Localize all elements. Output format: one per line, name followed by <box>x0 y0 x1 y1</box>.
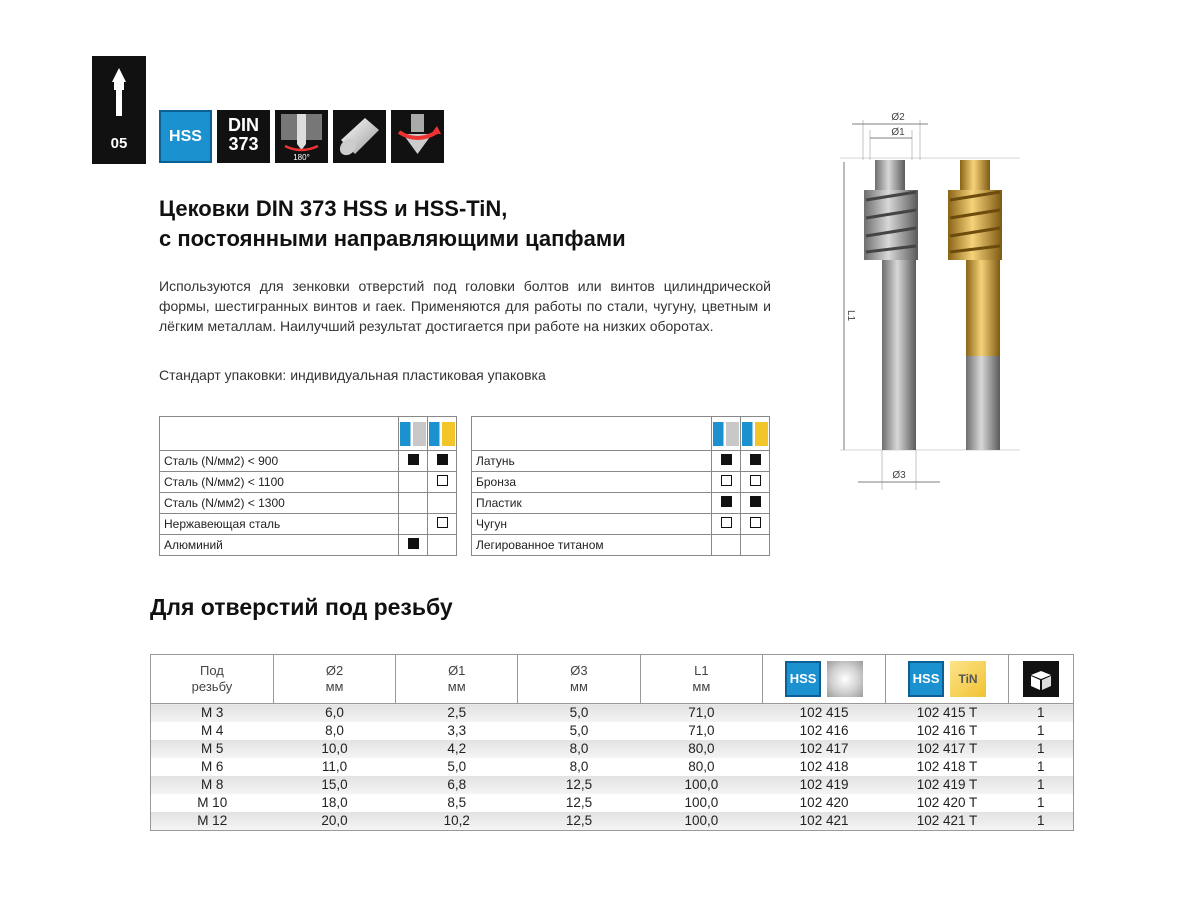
hss-tool-image <box>864 160 918 450</box>
tin-swatch-icon <box>429 422 455 446</box>
hss-suitability <box>712 493 741 514</box>
material-name: Пластик <box>472 493 712 514</box>
table-row <box>151 758 1074 776</box>
table-row <box>151 812 1074 831</box>
table-cell: 102 418 <box>799 759 849 774</box>
hss-icon: HSS <box>159 110 212 163</box>
table-cell: 102 420 T <box>916 795 978 810</box>
table-cell: 12,5 <box>565 795 593 810</box>
table-cell: 1 <box>1008 704 1073 723</box>
tin-suitability <box>741 451 770 472</box>
table-cell: 102 415 <box>763 704 886 723</box>
table-cell: 18,0 <box>321 795 348 810</box>
tin-suitability <box>428 514 457 535</box>
din-373-icon <box>217 110 270 163</box>
table-cell: 5,0 <box>518 704 640 723</box>
material-row <box>472 451 770 472</box>
material-name: Чугун <box>472 514 712 535</box>
table-row <box>151 722 1074 740</box>
table-cell: 5,0 <box>569 723 589 738</box>
table-cell: 100,0 <box>640 812 763 831</box>
angle-label: 180° <box>293 153 310 162</box>
l1-label: L1 <box>845 310 856 322</box>
hss-badge: HSS <box>785 661 821 697</box>
table-cell: M 4 <box>151 722 274 740</box>
table-cell: 1 <box>1008 740 1073 758</box>
conditional-mark <box>721 517 732 528</box>
suitable-mark <box>437 454 448 465</box>
material-name: Латунь <box>472 451 712 472</box>
tin-suitability <box>428 472 457 493</box>
table-cell: 71,0 <box>688 723 715 738</box>
table-cell: 1 <box>1008 722 1073 740</box>
hss-suitability <box>399 514 428 535</box>
table-cell: M 10 <box>151 794 274 812</box>
tin-suitability <box>741 535 770 556</box>
table-cell: 12,5 <box>518 812 640 831</box>
table-cell: 80,0 <box>688 759 715 774</box>
conditional-mark <box>721 475 732 486</box>
table-cell: M 3 <box>151 704 274 723</box>
din-label: DIN <box>228 115 259 135</box>
cylindrical-shank-icon <box>333 110 386 163</box>
table-cell: 100,0 <box>640 776 763 794</box>
material-row <box>160 493 457 514</box>
table-cell: M 8 <box>151 776 274 794</box>
table-cell: 2,5 <box>396 704 518 723</box>
table-cell: 8,5 <box>447 795 467 810</box>
table-cell: 1 <box>1008 794 1073 812</box>
table-cell: 1 <box>1008 758 1073 776</box>
column-header-hss <box>763 655 886 704</box>
table-cell: 102 417 T <box>886 740 1009 758</box>
column-header: Под резьбу <box>151 655 274 704</box>
table-cell: 4,2 <box>396 740 518 758</box>
d3-label: Ø3 <box>892 470 906 481</box>
table-cell: 15,0 <box>273 776 395 794</box>
materials-table-right <box>471 416 770 556</box>
table-cell: 102 421 T <box>886 812 1009 831</box>
tin-swatch-icon <box>742 422 768 446</box>
package-box-icon <box>1023 661 1059 697</box>
material-row <box>472 493 770 514</box>
table-cell: 8,0 <box>325 723 344 738</box>
material-name: Сталь (N/мм2) < 1300 <box>160 493 399 514</box>
hss-suitability <box>399 535 428 556</box>
materials-table-left <box>159 416 457 556</box>
materials-header-row <box>472 417 770 451</box>
material-name: Бронза <box>472 472 712 493</box>
hss-suitability <box>399 493 428 514</box>
table-cell: 100,0 <box>684 795 719 810</box>
table-row <box>151 704 1074 723</box>
material-row <box>160 514 457 535</box>
product-table <box>150 654 1074 831</box>
table-row <box>151 776 1074 794</box>
table-cell: 102 416 T <box>916 723 978 738</box>
material-row <box>472 535 770 556</box>
table-cell: 6,8 <box>396 776 518 794</box>
table-cell: 1 <box>1008 812 1073 831</box>
d1-label: Ø1 <box>891 127 905 138</box>
hss-suitability <box>712 472 741 493</box>
column-header-tin <box>886 655 1009 704</box>
d2-label: Ø2 <box>891 112 905 123</box>
materials-header-row <box>160 417 457 451</box>
material-row <box>160 535 457 556</box>
table-cell: M 5 <box>151 740 274 758</box>
column-header: Ø1 мм <box>396 655 518 704</box>
suitable-mark <box>750 454 761 465</box>
material-row <box>472 472 770 493</box>
hss-suitability <box>399 472 428 493</box>
suitable-mark <box>750 496 761 507</box>
description: Используются для зенковки отверстий под головки болтов или винтов цилиндрической формы, шестигранных винтов и гаек. Применяются для работы по стали, чугуну, цветным и лёгким металлам. Наилучший результат достигается при работе на низких оборотах. <box>159 278 771 334</box>
table-cell: 102 420 <box>799 795 849 810</box>
table-cell: 20,0 <box>273 812 395 831</box>
title-line-2: с постоянными направляющими цапфами <box>159 226 626 251</box>
tin-tool-image <box>948 160 1002 450</box>
tin-suitability <box>741 514 770 535</box>
table-cell: 11,0 <box>321 759 348 774</box>
hss-suitability <box>712 535 741 556</box>
tin-suitability <box>741 472 770 493</box>
table-row <box>151 794 1074 812</box>
hss-suitability <box>712 514 741 535</box>
table-cell: 8,0 <box>569 759 589 774</box>
steel-swatch-icon <box>827 661 863 697</box>
table-cell: 8,0 <box>518 740 640 758</box>
conditional-mark <box>750 475 761 486</box>
material-name: Алюминий <box>160 535 399 556</box>
table-cell: 102 415 T <box>886 704 1009 723</box>
packaging-note: Стандарт упаковки: индивидуальная пластиковая упаковка <box>159 367 546 383</box>
table-cell: 5,0 <box>447 759 467 774</box>
hss-suitability <box>712 451 741 472</box>
table-cell: 102 417 <box>763 740 886 758</box>
table-header-row <box>151 655 1074 704</box>
suitable-mark <box>408 538 419 549</box>
table-cell: 12,5 <box>518 776 640 794</box>
table-cell: 102 416 <box>799 723 849 738</box>
section-number: 05 <box>110 135 128 152</box>
column-header: Ø3 мм <box>518 655 640 704</box>
countersink-drawing <box>830 100 1030 500</box>
suitable-mark <box>721 454 732 465</box>
conditional-mark <box>437 475 448 486</box>
material-row <box>160 451 457 472</box>
table-cell: 102 418 T <box>916 759 978 774</box>
column-header: L1 мм <box>640 655 763 704</box>
table-cell: 6,0 <box>273 704 395 723</box>
rotation-icon <box>391 110 444 163</box>
table-cell: 71,0 <box>640 704 763 723</box>
column-header: Ø2 мм <box>273 655 395 704</box>
conditional-mark <box>750 517 761 528</box>
hss-badge: HSS <box>908 661 944 697</box>
title-line-1: Цековки DIN 373 HSS и HSS-TiN, <box>159 196 508 221</box>
table-cell: 10,2 <box>396 812 518 831</box>
tin-suitability <box>741 493 770 514</box>
tin-badge: TiN <box>950 661 986 697</box>
tin-suitability <box>428 535 457 556</box>
angle-180-icon <box>275 110 328 163</box>
section2-title: Для отверстий под резьбу <box>150 594 453 620</box>
column-header-pack <box>1008 655 1073 704</box>
suitable-mark <box>721 496 732 507</box>
table-row <box>151 740 1074 758</box>
countersink-icon <box>92 56 146 136</box>
material-name: Сталь (N/мм2) < 1100 <box>160 472 399 493</box>
table-cell: 3,3 <box>447 723 467 738</box>
table-cell: 1 <box>1008 776 1073 794</box>
tin-suitability <box>428 493 457 514</box>
material-row <box>160 472 457 493</box>
table-cell: 102 421 <box>763 812 886 831</box>
material-name: Легированное титаном <box>472 535 712 556</box>
material-name: Нержавеющая сталь <box>160 514 399 535</box>
table-cell: 102 419 <box>763 776 886 794</box>
tin-suitability <box>428 451 457 472</box>
page-title <box>159 194 779 254</box>
table-cell: M 6 <box>151 758 274 776</box>
hss-swatch-icon <box>713 422 739 446</box>
din-number: 373 <box>228 134 259 154</box>
suitable-mark <box>408 454 419 465</box>
conditional-mark <box>437 517 448 528</box>
table-cell: 102 419 T <box>886 776 1009 794</box>
table-cell: 10,0 <box>273 740 395 758</box>
section-tab <box>92 56 146 164</box>
material-name: Сталь (N/мм2) < 900 <box>160 451 399 472</box>
table-cell: 80,0 <box>640 740 763 758</box>
hss-swatch-icon <box>400 422 426 446</box>
table-cell: M 12 <box>151 812 274 831</box>
material-row <box>472 514 770 535</box>
hss-suitability <box>399 451 428 472</box>
